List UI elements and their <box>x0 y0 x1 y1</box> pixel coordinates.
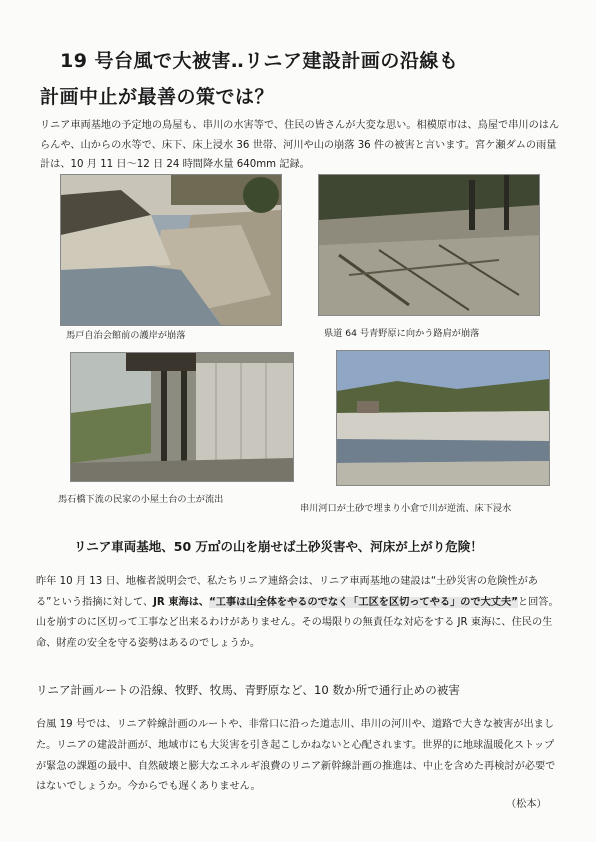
headline-line-2: 計画中止が最善の策では？ <box>40 86 275 108</box>
headline-line-1: 19 号台風で大被害‥リニア建設計画の沿線も <box>60 50 459 72</box>
body1-part1: 昨年 10 月 13 日、地権者説明会で、私たちリニア連絡会は、リニア車両基地の建設は <box>36 576 431 587</box>
intro-paragraph: リニア車両基地の予定地の鳥屋も、串川の水害等で、住民の皆さんが大変な思い。相模原市は、鳥屋で串川のはんらんや、山からの水等で、床下、床上浸水 36 世帯、河川や山の崩落 36 件の被害と言います。宮ケ瀬ダムの雨量計は、10 月 11 日～12 日 24 時間降水量 640mm 記録。 <box>40 120 560 170</box>
photo-shed-foundation <box>70 352 294 482</box>
photo-caption-3: 馬石橋下流の民家の小屋土台の土が流出 <box>58 494 224 505</box>
body1-part3: と回答。山を崩すのに区切って工事など出来るわけがありません。その場限りの無責任な対応をする JR 東海に、住民の生命、財産の安全を守る姿勢はあるのでしょうか。 <box>36 596 559 649</box>
photo-river-mouth-sediment <box>336 350 550 486</box>
photo-collapsed-road-shoulder <box>318 174 540 316</box>
subheading-linear-depot: リニア車両基地、50 万㎥の山を崩せば土砂災害や、河床が上がり危険！ <box>74 539 483 554</box>
body-paragraph-1 <box>36 572 562 654</box>
body1-quote1: “土砂災害の危険性がある” <box>36 576 538 608</box>
body1-part2: という指摘に対して、 <box>51 596 154 608</box>
photo-collapsed-embankment <box>60 174 282 326</box>
body1-jr: JR 東海は、 <box>153 596 210 608</box>
photo-caption-1: 馬戸自治会館前の護岸が崩落 <box>66 330 186 341</box>
subheading-route-damage: リニア計画ルートの沿線、牧野、牧馬、青野原など、10 数か所で通行止めの被害 <box>36 683 460 697</box>
body-paragraph-2: 台風 19 号では、リニア幹線計画のルートや、非常口に沿った道志川、串川の河川や、道路で大きな被害が出ました。リニアの建設計画が、地域市にも大災害を引き起こしかねないと心配されます。世界的に地球温暖化ストップが緊急の課題の最中、自然破壊と膨大なエネルギ浪費のリニア新幹線計画の推進は、中止を含めた再検討が必要ではないでしょうか。今からでも遅くありません。 <box>36 719 556 793</box>
author-signature: （松本） <box>506 799 547 810</box>
photo-caption-2: 県道 64 号青野原に向かう路肩が崩落 <box>324 328 480 339</box>
body1-quote2: “工事は山全体をやるのでなく「工区を区切ってやる」ので大丈夫” <box>209 596 518 608</box>
photo-caption-4: 串川河口が土砂で埋まり小倉で川が逆流、床下浸水 <box>300 503 512 514</box>
